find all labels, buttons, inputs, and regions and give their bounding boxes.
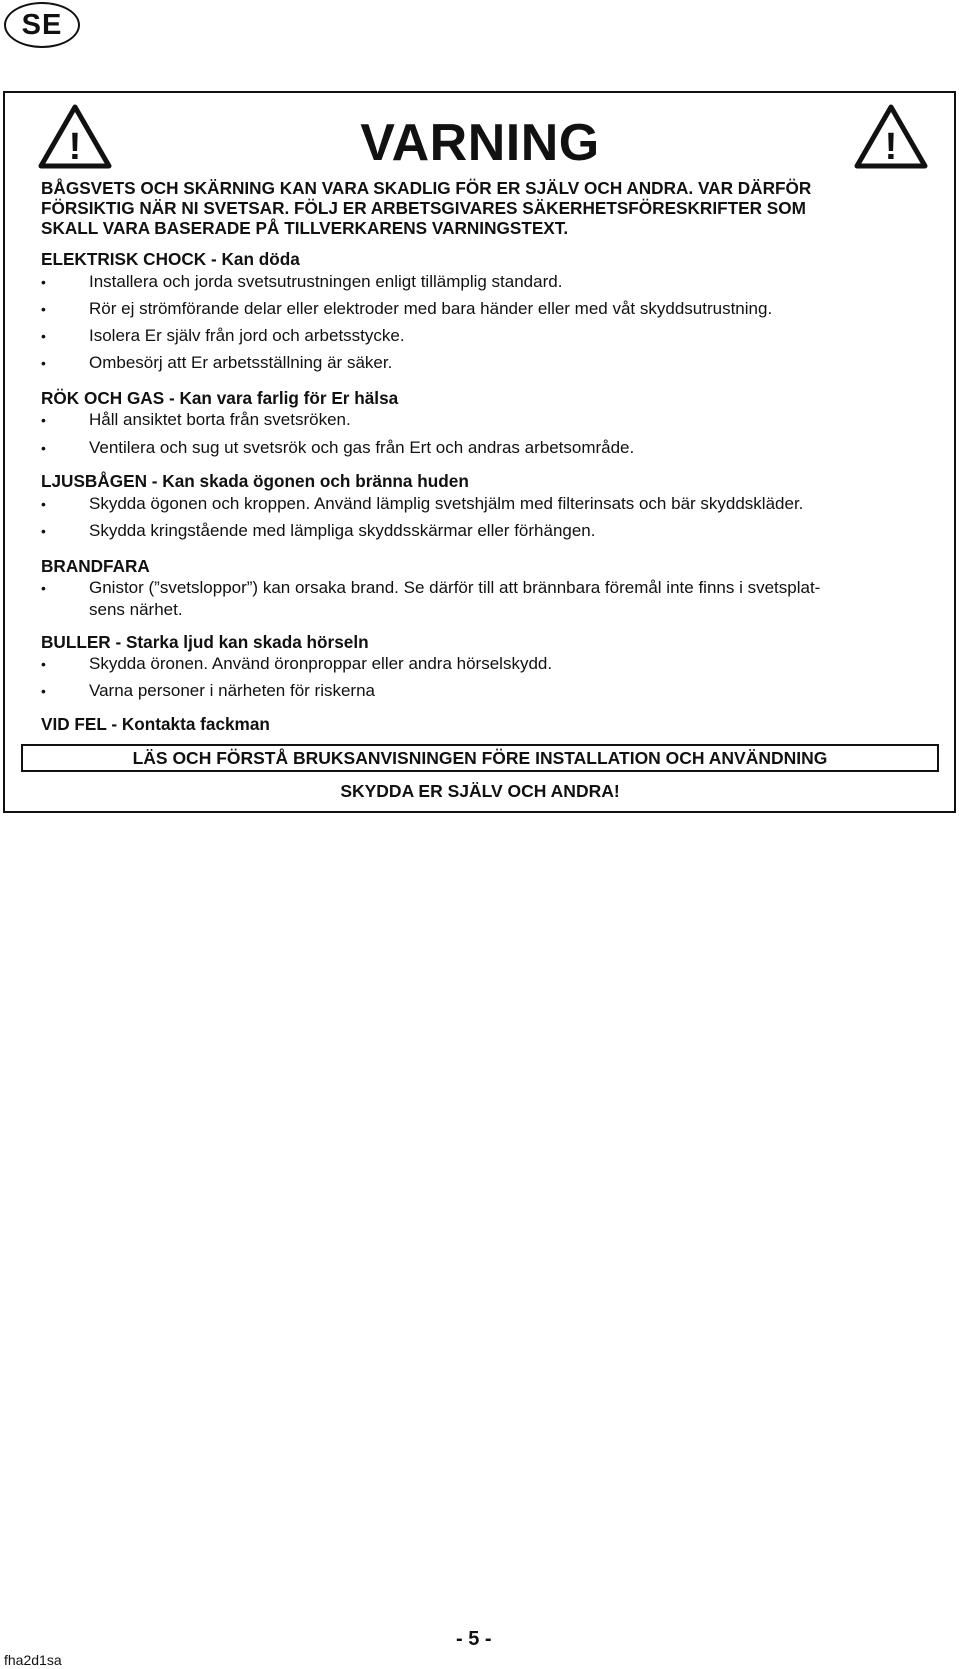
page-number: - 5 - <box>456 1628 492 1650</box>
bullet-icon: • <box>41 656 46 672</box>
bullet-icon: • <box>41 580 46 596</box>
page-title: VARNING <box>360 114 600 172</box>
list-item-text: Skydda ögonen och kroppen. Använd lämplig svetshjälm med filterinsats och bär skyddskläder. <box>89 494 804 513</box>
bullet-icon: • <box>41 412 46 428</box>
warning-icon-glyph: ! <box>68 126 82 168</box>
list-item-text: Gnistor (”svetsloppor”) kan orsaka brand. Se därför till att brännbara föremål inte finns i svetsplat- <box>89 578 821 597</box>
bullet-icon: • <box>41 440 46 456</box>
list-item-text: Håll ansiktet borta från svetsröken. <box>89 410 351 429</box>
warning-triangle-icon <box>854 103 928 169</box>
bullet-icon: • <box>41 523 46 539</box>
protect-notice: SKYDDA ER SJÄLV OCH ANDRA! <box>340 781 620 801</box>
section-heading-electric-shock: ELEKTRISK CHOCK - Kan döda <box>41 249 300 269</box>
document-code: fha2d1sa <box>4 1652 62 1668</box>
bullet-icon: • <box>41 496 46 512</box>
bullet-icon: • <box>41 301 46 317</box>
bullet-icon: • <box>41 355 46 371</box>
list-item-text: Skydda kringstående med lämpliga skyddsskärmar eller förhängen. <box>89 521 596 540</box>
list-item-text: Ombesörj att Er arbetsställning är säker. <box>89 353 393 372</box>
bullet-icon: • <box>41 328 46 344</box>
list-item-text: Skydda öronen. Använd öronproppar eller andra hörselskydd. <box>89 654 553 673</box>
section-heading-smoke-gas: RÖK OCH GAS - Kan vara farlig för Er hälsa <box>41 388 399 408</box>
intro-line: FÖRSIKTIG NÄR NI SVETSAR. FÖLJ ER ARBETSGIVARES SÄKERHETSFÖRESKRIFTER SOM <box>41 198 806 218</box>
list-item-text: Isolera Er själv från jord och arbetsstycke. <box>89 326 405 345</box>
section-heading-arc-light: LJUSBÅGEN - Kan skada ögonen och bränna huden <box>41 471 469 491</box>
section-heading-fire-hazard: BRANDFARA <box>41 556 150 576</box>
list-item-text: Installera och jorda svetsutrustningen enligt tillämplig standard. <box>89 272 563 291</box>
section-heading-noise: BULLER - Starka ljud kan skada hörseln <box>41 632 369 652</box>
list-item-text: Varna personer i närheten för riskerna <box>89 681 376 700</box>
bullet-icon: • <box>41 274 46 290</box>
list-item-text: sens närhet. <box>89 600 183 619</box>
warning-icon-glyph: ! <box>884 126 898 168</box>
language-badge: SE <box>4 2 80 48</box>
bullet-icon: • <box>41 683 46 699</box>
intro-line: BÅGSVETS OCH SKÄRNING KAN VARA SKADLIG FÖR ER SJÄLV OCH ANDRA. VAR DÄRFÖR <box>41 178 812 198</box>
intro-warning <box>41 178 921 238</box>
list-item-text: Rör ej strömförande delar eller elektroder med bara händer eller med våt skyddsutrustning. <box>89 299 773 318</box>
intro-line: SKALL VARA BASERADE PÅ TILLVERKARENS VARNINGSTEXT. <box>41 218 569 238</box>
read-manual-notice: LÄS OCH FÖRSTÅ BRUKSANVISNINGEN FÖRE INSTALLATION OCH ANVÄNDNING <box>21 744 939 772</box>
list-item-text: Ventilera och sug ut svetsrök och gas från Ert och andras arbetsområde. <box>89 438 635 457</box>
section-heading-on-fault: VID FEL - Kontakta fackman <box>41 714 270 734</box>
